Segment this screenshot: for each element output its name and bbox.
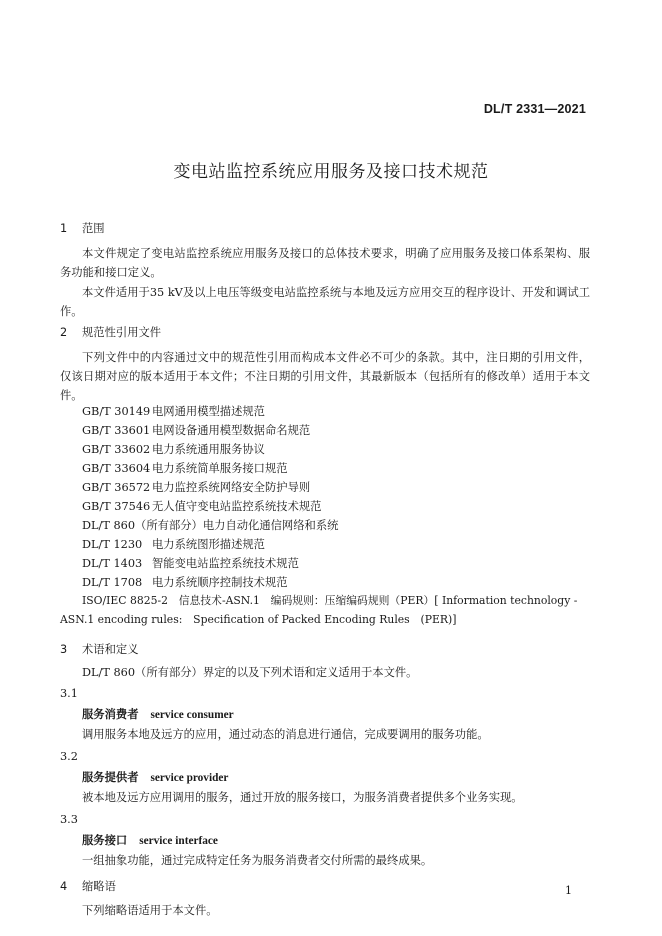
reference-item xyxy=(82,479,310,495)
reference-name: 电力系统图形描述规范 xyxy=(152,538,265,551)
section-title: 范围 xyxy=(82,222,105,235)
section-1-paragraph-1: 本文件规定了变电站监控系统应用服务及接口的总体技术要求，明确了应用服务及接口体系架构、服务功能和接口定义。 xyxy=(60,247,590,279)
term-number: 3.1 xyxy=(60,687,78,700)
page-number: 1 xyxy=(565,884,572,897)
term-title xyxy=(82,768,228,788)
reference-item xyxy=(82,498,321,514)
term-definition: 一组抽象功能，通过完成特定任务为服务消费者交付所需的最终成果。 xyxy=(82,854,433,867)
reference-name: 电力系统简单服务接口规范 xyxy=(152,462,288,475)
reference-code: DL/T 1708 xyxy=(82,576,143,589)
reference-item xyxy=(82,422,310,438)
term-title xyxy=(82,705,234,725)
reference-code: GB/T 36572 xyxy=(82,481,151,494)
reference-item xyxy=(82,555,299,571)
section-number: 3 xyxy=(60,643,68,656)
term-definition: 被本地及远方应用调用的服务，通过开放的服务接口，为服务消费者提供多个业务实现。 xyxy=(82,791,523,804)
reference-name: 电力监控系统网络安全防护导则 xyxy=(152,481,311,494)
reference-name: 无人值守变电站监控系统技术规范 xyxy=(152,500,322,513)
reference-code: GB/T 33604 xyxy=(82,462,151,475)
reference-code: DL/T 860（所有部分） xyxy=(82,519,203,532)
reference-code: GB/T 37546 xyxy=(82,500,151,513)
reference-item xyxy=(82,441,265,457)
section-4-heading xyxy=(60,877,116,896)
section-3-heading xyxy=(60,640,139,659)
reference-code: DL/T 1230 xyxy=(82,538,143,551)
reference-code: GB/T 33602 xyxy=(82,443,151,456)
term-zh: 服务提供者 xyxy=(82,771,139,784)
reference-name: 电力系统顺序控制技术规范 xyxy=(152,576,288,589)
reference-name: 电力自动化通信网络和系统 xyxy=(202,519,339,532)
reference-name: 智能变电站监控系统技术规范 xyxy=(152,557,299,570)
reference-name: 电网设备通用模型数据命名规范 xyxy=(152,424,311,437)
reference-item xyxy=(82,517,338,533)
reference-iso-line-1: ISO/IEC 8825-2 信息技术-ASN.1 编码规则：压缩编码规则（PER）[ Information technology - xyxy=(82,594,578,607)
reference-code: GB/T 33601 xyxy=(82,424,151,437)
reference-iso-line-2: ASN.1 encoding rules: Specification of Packed Encoding Rules (PER)] xyxy=(60,613,457,626)
section-number: 1 xyxy=(60,222,68,235)
section-1-heading xyxy=(60,219,105,238)
term-en: service provider xyxy=(150,772,229,784)
term-number: 3.2 xyxy=(60,750,78,763)
section-4-paragraph-1: 下列缩略语适用于本文件。 xyxy=(82,904,218,917)
reference-item xyxy=(82,403,265,419)
term-number: 3.3 xyxy=(60,813,78,826)
section-title: 规范性引用文件 xyxy=(82,326,162,339)
term-title xyxy=(82,831,218,851)
section-2-heading xyxy=(60,323,161,342)
section-title: 缩略语 xyxy=(82,880,116,893)
reference-name: 电力系统通用服务协议 xyxy=(152,443,265,456)
section-number: 4 xyxy=(60,880,68,893)
reference-item xyxy=(82,460,288,476)
reference-item xyxy=(82,574,288,590)
reference-name: 电网通用模型描述规范 xyxy=(152,405,265,418)
reference-item xyxy=(82,536,265,552)
term-definition: 调用服务本地及远方的应用，通过动态的消息进行通信，完成要调用的服务功能。 xyxy=(82,728,489,741)
term-zh: 服务接口 xyxy=(82,834,128,847)
document-title: 变电站监控系统应用服务及接口技术规范 xyxy=(173,162,489,182)
reference-code: DL/T 1403 xyxy=(82,557,143,570)
reference-code: GB/T 30149 xyxy=(82,405,151,418)
term-zh: 服务消费者 xyxy=(82,708,139,721)
section-2-paragraph-1: 下列文件中的内容通过文中的规范性引用而构成本文件必不可少的条款。其中，注日期的引用文件，仅该日期对应的版本适用于本文件；不注日期的引用文件，其最新版本（包括所有的修改单）适用于本文件。 xyxy=(60,351,590,402)
standard-code: DL/T 2331—2021 xyxy=(483,102,586,116)
section-title: 术语和定义 xyxy=(82,643,139,656)
term-en: service consumer xyxy=(150,709,234,721)
term-en: service interface xyxy=(139,835,218,847)
section-3-intro: DL/T 860（所有部分）界定的以及下列术语和定义适用于本文件。 xyxy=(82,666,418,679)
section-1-paragraph-2: 本文件适用于35 kV及以上电压等级变电站监控系统与本地及远方应用交互的程序设计、开发和调试工作。 xyxy=(60,286,590,318)
section-number: 2 xyxy=(60,326,68,339)
